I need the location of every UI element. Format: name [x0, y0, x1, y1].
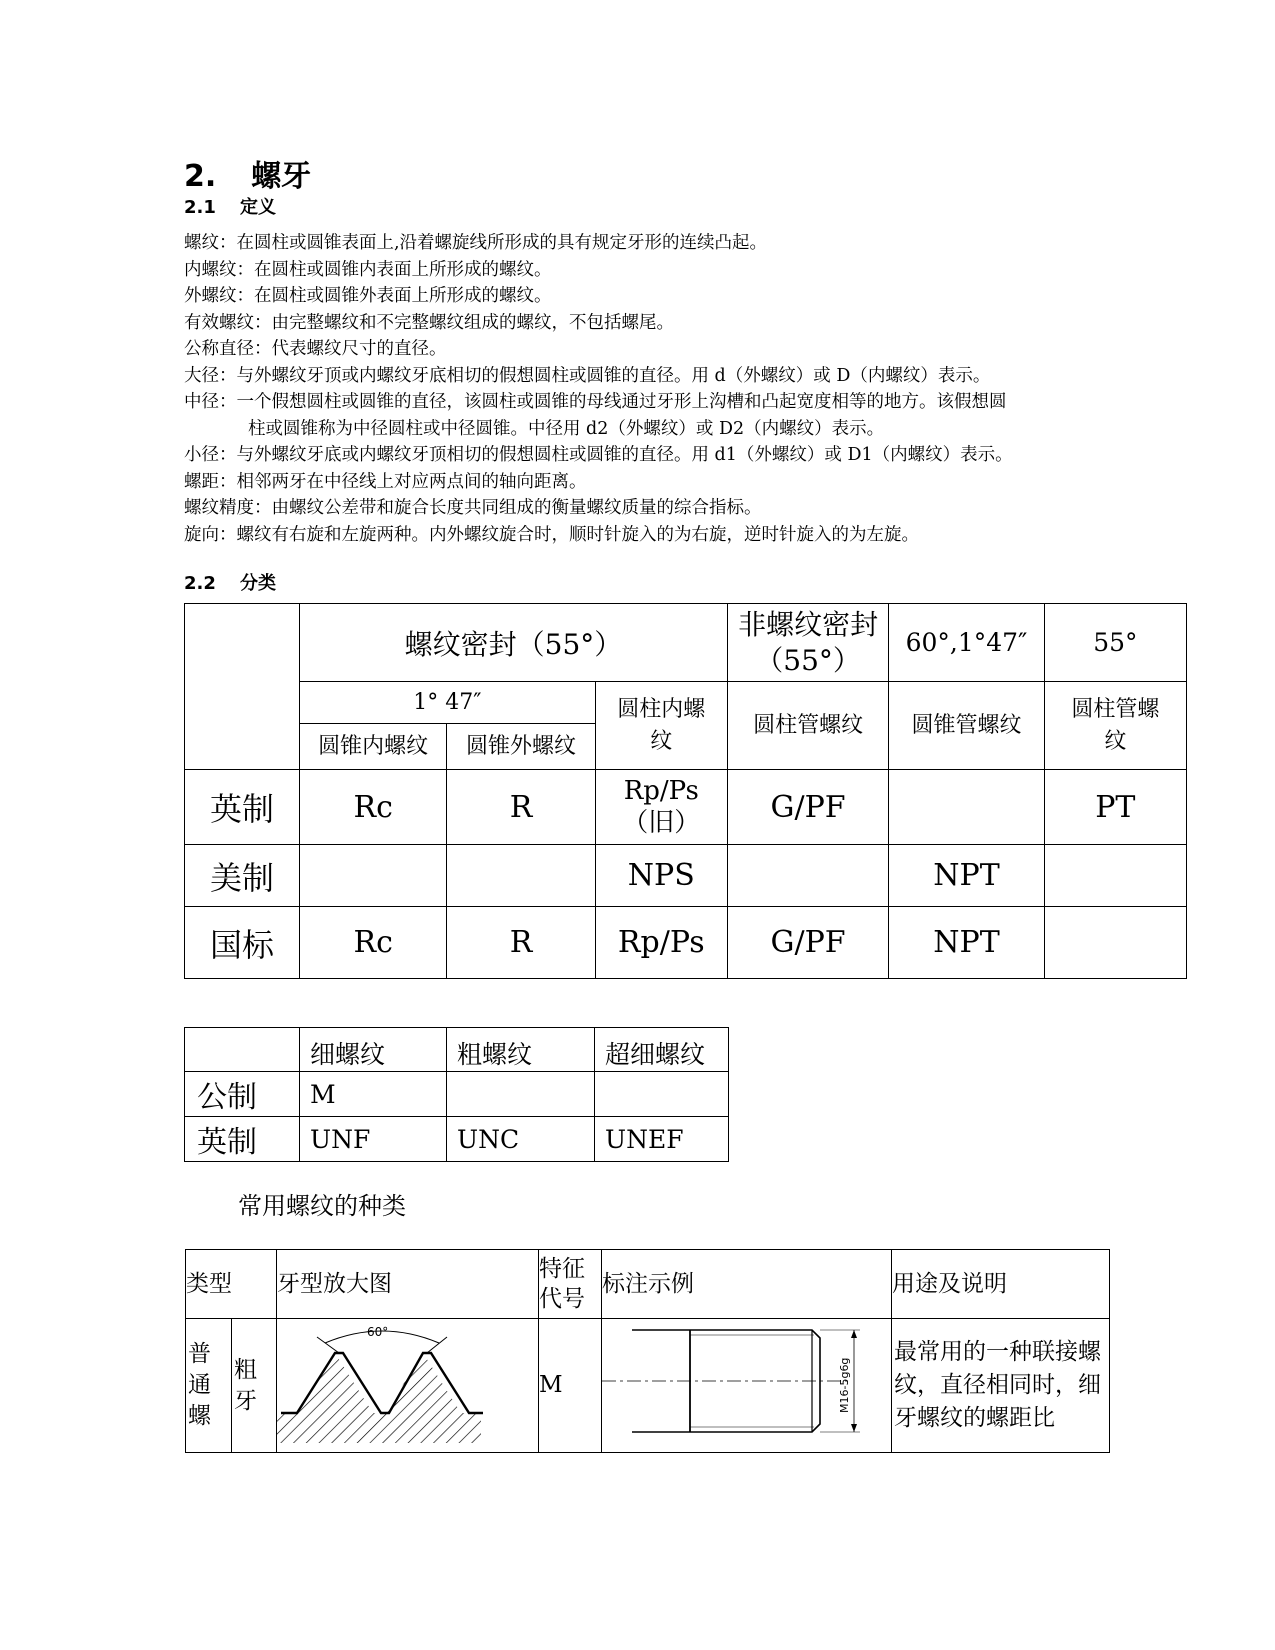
- section-heading-definitions: [184, 196, 276, 220]
- corner-cell: [185, 1028, 300, 1072]
- definition-line: 螺距：相邻两牙在中径线上对应两点间的轴向距离。: [184, 471, 587, 492]
- corner-cell: [185, 604, 300, 770]
- row-label: 美制: [185, 845, 300, 907]
- header-55: 55°: [1044, 604, 1186, 682]
- type-main-label: 普通螺: [186, 1319, 232, 1453]
- column-header-profile: 牙型放大图: [277, 1250, 539, 1319]
- table-cell: NPT: [889, 907, 1044, 979]
- table-cell: [889, 770, 1044, 845]
- thread-profile-cell: [277, 1319, 539, 1453]
- column-header-usage: 用途及说明: [892, 1250, 1110, 1319]
- annotation-label: M16-5g6g: [838, 1357, 851, 1413]
- table-cell: [595, 1072, 729, 1117]
- thread-classification-table: [184, 603, 1187, 979]
- sub-cone-pipe: 圆锥管螺纹: [889, 682, 1044, 770]
- column-header-type: 类型: [186, 1250, 277, 1319]
- table-cell: G/PF: [727, 907, 888, 979]
- sub-cyl-inner: 圆柱内螺纹: [595, 682, 727, 770]
- sub-cone-inner: 圆锥内螺纹: [300, 724, 447, 770]
- table-cell: Rp/Ps （旧）: [595, 770, 727, 845]
- definition-line: 有效螺纹：由完整螺纹和不完整螺纹组成的螺纹，不包括螺尾。: [184, 312, 674, 333]
- sub-cyl-pipe-2: 圆柱管螺纹: [1044, 682, 1186, 770]
- annotation-example-drawing: [602, 1319, 892, 1443]
- table-cell: [447, 845, 595, 907]
- metric-imperial-table: [184, 1027, 729, 1162]
- table-cell: UNEF: [595, 1117, 729, 1162]
- header-thread-seal: 螺纹密封（55°）: [300, 604, 728, 682]
- column-header: 超细螺纹: [595, 1028, 729, 1072]
- chapter-number: 2.: [184, 159, 217, 194]
- sub-cyl-pipe: 圆柱管螺纹: [727, 682, 888, 770]
- column-header-code: 特征代号: [539, 1250, 602, 1319]
- section-number: 2.1: [184, 197, 216, 218]
- header-60: 60°,1°47″: [889, 604, 1044, 682]
- annotation-example-cell: [602, 1319, 892, 1453]
- section-number: 2.2: [184, 573, 216, 594]
- table-cell: PT: [1044, 770, 1186, 845]
- section-title: 定义: [240, 197, 276, 218]
- definition-line: 中径：一个假想圆柱或圆锥的直径，该圆柱或圆锥的母线通过牙形上沟槽和凸起宽度相等的地方。该假想圆: [184, 392, 1007, 412]
- table-cell: NPS: [595, 845, 727, 907]
- table-cell: [1044, 845, 1186, 907]
- definition-continuation: 柱或圆锥称为中径圆柱或中径圆锥。中径用 d2（外螺纹）或 D2（内螺纹）表示。: [248, 418, 885, 439]
- column-header: 细螺纹: [300, 1028, 447, 1072]
- table-cell: Rp/Ps: [595, 907, 727, 979]
- type-sub-label: 粗牙: [232, 1319, 277, 1453]
- profile-angle-label: 60°: [367, 1325, 389, 1339]
- usage-description: 最常用的一种联接螺纹，直径相同时，细牙螺纹的螺距比: [892, 1319, 1110, 1453]
- column-header-example: 标注示例: [602, 1250, 892, 1319]
- definition-line: 大径：与外螺纹牙顶或内螺纹牙底相切的假想圆柱或圆锥的直径。用 d（外螺纹）或 D（内螺纹）表示。: [184, 365, 991, 386]
- table-cell: [1044, 907, 1186, 979]
- table-cell: UNC: [447, 1117, 595, 1162]
- table-cell: M: [300, 1072, 447, 1117]
- common-thread-types-table: [185, 1249, 1110, 1453]
- definition-line: 公称直径：代表螺纹尺寸的直径。: [184, 339, 447, 359]
- chapter-heading: [184, 158, 311, 196]
- row-label: 国标: [185, 907, 300, 979]
- sub-angle: 1° 47″: [300, 682, 596, 724]
- row-label: 英制: [185, 1117, 300, 1162]
- table-cell: R: [447, 770, 595, 845]
- definition-line: 小径：与外螺纹牙底或内螺纹牙顶相切的假想圆柱或圆锥的直径。用 d1（外螺纹）或 D1（内螺纹）表示。: [184, 445, 1013, 465]
- definition-line: 旋向：螺纹有右旋和左旋两种。内外螺纹旋合时，顺时针旋入的为右旋，逆时针旋入的为左旋。: [184, 524, 919, 545]
- table-cell: R: [447, 907, 595, 979]
- table-caption: 常用螺纹的种类: [238, 1192, 406, 1220]
- feature-code: M: [539, 1319, 602, 1453]
- table-cell: [727, 845, 888, 907]
- table-cell: Rc: [300, 770, 447, 845]
- definition-line: 螺纹：在圆柱或圆锥表面上,沿着螺旋线所形成的具有规定牙形的连续凸起。: [184, 233, 768, 253]
- table-cell: G/PF: [727, 770, 888, 845]
- table-cell: [300, 845, 447, 907]
- table-cell: UNF: [300, 1117, 447, 1162]
- thread-profile-diagram: [277, 1319, 539, 1443]
- section-heading-classification: [184, 572, 276, 596]
- definitions-list: [184, 230, 1174, 548]
- definition-line: 外螺纹：在圆柱或圆锥外表面上所形成的螺纹。: [184, 286, 552, 306]
- header-non-seal: 非螺纹密封（55°）: [727, 604, 888, 682]
- chapter-title: 螺牙: [251, 159, 312, 194]
- table-cell: Rc: [300, 907, 447, 979]
- column-header: 粗螺纹: [447, 1028, 595, 1072]
- definition-line: 内螺纹：在圆柱或圆锥内表面上所形成的螺纹。: [184, 259, 552, 280]
- table-cell: [447, 1072, 595, 1117]
- row-label: 英制: [185, 770, 300, 845]
- section-title: 分类: [240, 573, 276, 594]
- definition-line: 螺纹精度：由螺纹公差带和旋合长度共同组成的衡量螺纹质量的综合指标。: [184, 498, 762, 518]
- row-label: 公制: [185, 1072, 300, 1117]
- table-cell: NPT: [889, 845, 1044, 907]
- sub-cone-outer: 圆锥外螺纹: [447, 724, 595, 770]
